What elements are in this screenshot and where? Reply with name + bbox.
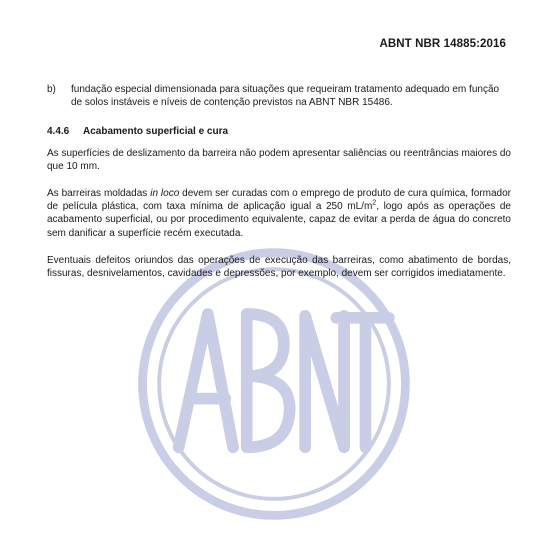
paragraph-2-start: As barreiras moldadas <box>47 188 151 200</box>
paragraph-2-mid: devem ser curadas com o emprego de produto de cura química, formador de película plástica, com taxa mínima de aplicação igual a 250 mL/m <box>47 188 512 213</box>
document-header-standard: ABNT NBR 14885:2016 <box>379 38 506 50</box>
paragraph-3: Eventuais defeitos oriundos das operações de execução das barreiras, como abatimento de bordas, fissuras, desnivelamentos, cavidades e depressões, por exemplo, devem ser corrigidos imediatamente. <box>47 254 511 280</box>
section-number: 4.4.6 <box>47 126 70 138</box>
section-title: Acabamento superficial e cura <box>83 126 229 138</box>
paragraph-1: As superfícies de deslizamento da barreira não podem apresentar saliências ou reentrâncias maiores do que 10 mm. <box>47 147 511 172</box>
paragraph-2 <box>47 187 511 240</box>
list-marker: b) <box>47 84 56 95</box>
list-item-text: fundação especial dimensionada para situações que requeiram tratamento adequado em função de solos instáveis e níveis de contenção previstos na ABNT NBR 15486. <box>71 84 500 109</box>
list-item <box>47 83 511 109</box>
section-heading <box>47 125 511 138</box>
paragraph-2-end: , logo após as operações de acabamento superficial, ou por procedimento equivalente, capaz de evitar a perda de água do concreto sem danificar a superfície recém executada. <box>47 201 511 239</box>
document-body <box>47 83 511 294</box>
paragraph-2-superscript: 2 <box>372 199 377 207</box>
paragraph-2-italic: in loco <box>150 188 180 200</box>
